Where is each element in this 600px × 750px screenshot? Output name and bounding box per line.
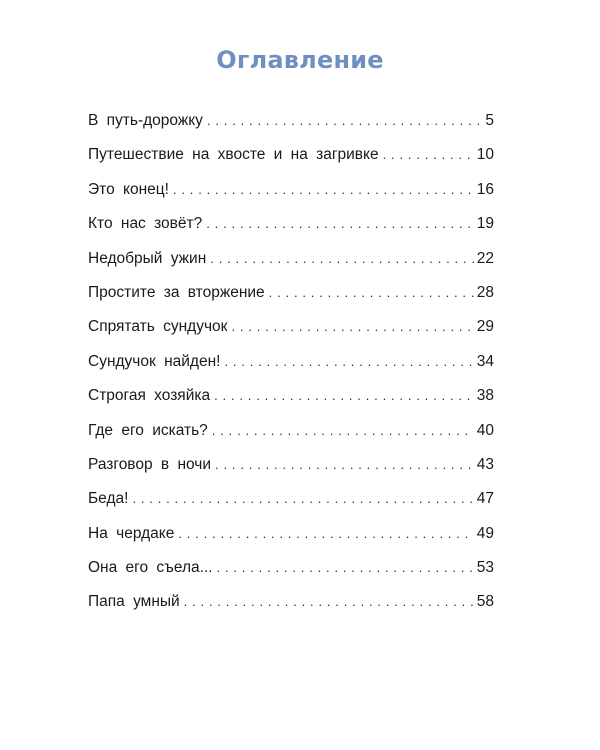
dot-leader [178, 523, 473, 545]
toc-entry[interactable] [88, 454, 494, 488]
dot-leader [383, 144, 474, 166]
toc-entry-title: Где его искать? [88, 421, 208, 439]
toc-page-number: 16 [476, 180, 494, 198]
toc-entry[interactable] [88, 179, 494, 213]
toc-entry-title: Путешествие на хвосте и на загривке [88, 146, 379, 164]
toc-entry[interactable] [88, 385, 494, 419]
dot-leader [214, 385, 474, 407]
dot-leader [207, 110, 482, 132]
toc-entry[interactable] [88, 591, 494, 625]
toc-page-number: 19 [476, 215, 494, 233]
toc-entry-title: Недобрый ужин [88, 249, 207, 267]
toc-entry-title: Простите за вторжение [88, 283, 265, 301]
toc-entry[interactable] [88, 420, 494, 454]
toc-page-number: 29 [476, 318, 494, 336]
toc-entry[interactable] [88, 248, 494, 282]
toc-entry[interactable] [88, 557, 494, 591]
toc-entry-title: Разговор в ночи [88, 455, 212, 473]
toc-page-number: 40 [476, 421, 494, 439]
toc-page-number: 34 [476, 352, 494, 370]
toc-entry-title: Кто нас зовёт? [88, 215, 203, 233]
toc-page-number: 38 [476, 387, 494, 405]
dot-leader [215, 454, 474, 476]
dot-leader [224, 351, 473, 373]
dot-leader [173, 179, 474, 201]
toc-page-number: 43 [476, 455, 494, 473]
toc-entry[interactable] [88, 351, 494, 385]
toc-page-number: 28 [476, 283, 494, 301]
toc-page-number: 53 [476, 559, 494, 577]
toc-page-number: 49 [476, 524, 494, 542]
toc-entry[interactable] [88, 282, 494, 316]
toc-entry-title: Строгая хозяйка [88, 387, 211, 405]
toc-entry-title: Она его съела... [88, 559, 213, 577]
toc-entry-title: Это конец! [88, 180, 169, 198]
toc-entry-title: Беда! [88, 490, 129, 508]
toc-entry[interactable] [88, 523, 494, 557]
toc-entry-title: На чердаке [88, 524, 175, 542]
dot-leader [217, 557, 474, 579]
toc-page-number: 47 [476, 490, 494, 508]
toc-page-number: 10 [476, 146, 494, 164]
dot-leader [132, 488, 473, 510]
dot-leader [206, 213, 474, 235]
table-of-contents [88, 110, 494, 626]
toc-entry[interactable] [88, 144, 494, 178]
toc-entry[interactable] [88, 316, 494, 350]
dot-leader [210, 248, 473, 270]
page-title: Оглавление [216, 46, 384, 74]
toc-page-number: 22 [476, 249, 494, 267]
dot-leader [212, 420, 474, 442]
toc-entry-title: Папа умный [88, 593, 180, 611]
toc-entry-title: В путь-дорожку [88, 112, 203, 129]
toc-entry[interactable] [88, 110, 494, 144]
dot-leader [269, 282, 474, 304]
dot-leader [184, 591, 474, 613]
toc-page-number: 58 [476, 593, 494, 611]
toc-page-number: 5 [485, 112, 494, 129]
toc-entry[interactable] [88, 213, 494, 247]
toc-entry-title: Сундучок найден! [88, 352, 221, 370]
toc-entry-title: Спрятать сундучок [88, 318, 228, 336]
toc-entry[interactable] [88, 488, 494, 522]
dot-leader [231, 316, 473, 338]
